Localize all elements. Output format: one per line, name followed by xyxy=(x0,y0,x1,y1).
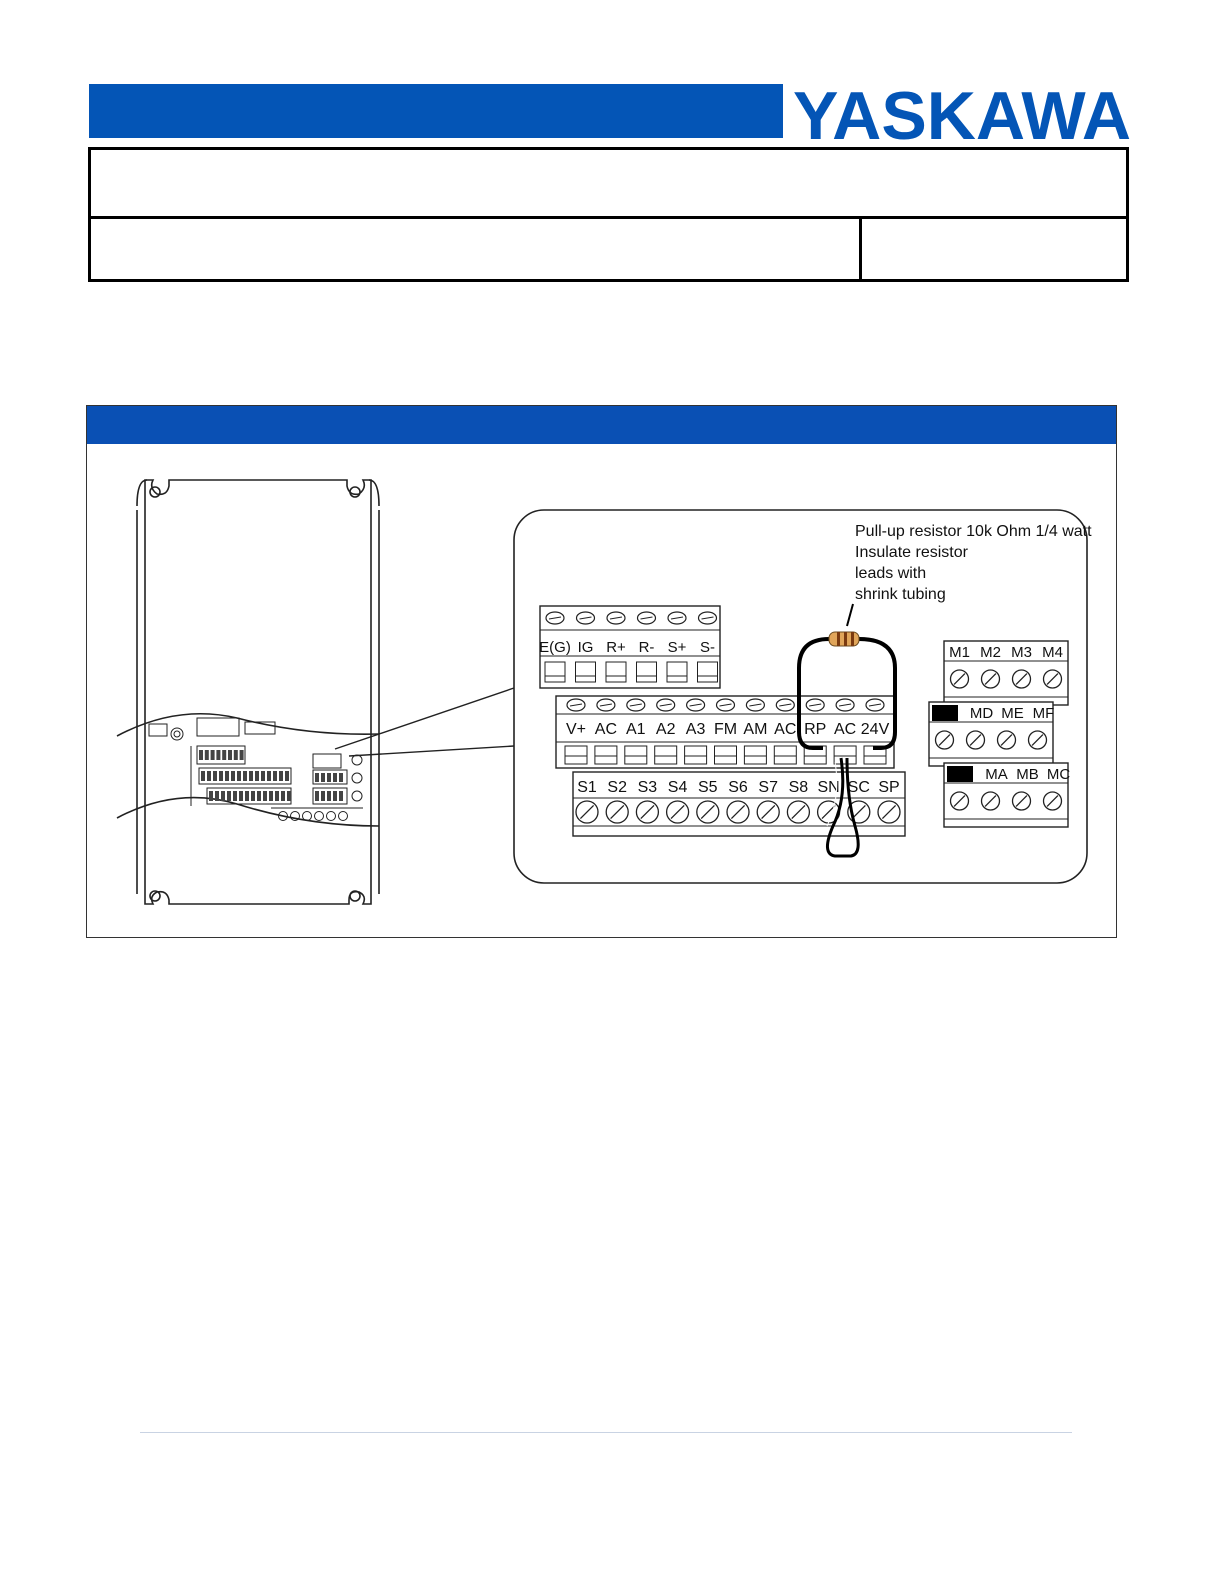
analog-terminal-label: AM xyxy=(743,721,768,738)
analog-terminal-label: 24V xyxy=(860,721,890,738)
analog-terminal-label: A2 xyxy=(655,721,676,738)
wiring-diagram xyxy=(87,406,1116,937)
relay-bottom-label: MB xyxy=(1016,766,1039,783)
comm-terminal-label: S- xyxy=(700,639,715,656)
relay-bottom-label: MA xyxy=(985,766,1008,783)
board-main-screw xyxy=(303,812,312,821)
digital-terminal-label: S6 xyxy=(728,779,748,796)
relay-bottom-label: MC xyxy=(1046,766,1071,783)
board-main-screw xyxy=(339,812,348,821)
resistor-band xyxy=(851,632,854,646)
terminal-blocks xyxy=(539,606,1070,836)
footer-rule xyxy=(140,1432,1072,1433)
digital-terminal-label: SP xyxy=(878,779,900,796)
resistor-note-line: Insulate resistor xyxy=(855,544,968,561)
relay-bottom-blank xyxy=(947,766,973,782)
comm-terminal-label: R- xyxy=(638,639,655,656)
resistor-note xyxy=(847,523,1092,626)
digital-terminal-label: S8 xyxy=(788,779,809,796)
callout-line-top xyxy=(335,688,514,749)
comm-terminal-label: S+ xyxy=(667,639,687,656)
analog-terminal-label: V+ xyxy=(565,721,587,738)
document-title-box xyxy=(88,147,1129,282)
relay-top-label: M3 xyxy=(1011,644,1032,661)
cutaway-edge xyxy=(117,714,379,736)
comm-terminal-slot xyxy=(545,662,565,682)
analog-terminal-label: A3 xyxy=(685,721,706,738)
analog-terminal-slot xyxy=(774,746,796,764)
drive-unit-outline xyxy=(117,480,379,904)
figure-frame xyxy=(86,405,1117,938)
relay-mid-label: MF xyxy=(1032,705,1055,722)
comm-terminal-label: E(G) xyxy=(539,639,571,656)
analog-terminal-slot xyxy=(834,746,856,764)
board-main-screw xyxy=(327,812,336,821)
analog-terminal-label: FM xyxy=(713,721,738,738)
analog-terminal-slot xyxy=(715,746,737,764)
digital-terminal-label: S5 xyxy=(698,779,718,796)
relay-mid-blank xyxy=(932,705,958,721)
digital-terminal-label: S2 xyxy=(607,779,627,796)
digital-terminal-label: S7 xyxy=(758,779,778,796)
analog-terminal-label: AC xyxy=(774,721,797,738)
callout-line-bottom xyxy=(349,746,514,756)
digital-terminal-label: S1 xyxy=(577,779,597,796)
digital-terminal-label: S4 xyxy=(667,779,688,796)
comm-terminal-slot xyxy=(698,662,718,682)
comm-terminal-label: R+ xyxy=(606,639,626,656)
analog-terminal-slot xyxy=(595,746,617,764)
resistor-note-line: Pull-up resistor 10k Ohm 1/4 watt xyxy=(855,523,1092,540)
digital-terminal-label: SC xyxy=(847,779,870,796)
analog-terminal-label: AC xyxy=(833,721,857,738)
analog-terminal-slot xyxy=(685,746,707,764)
analog-terminal-label: A1 xyxy=(626,721,646,738)
analog-terminal-slot xyxy=(655,746,677,764)
yaskawa-logo xyxy=(790,82,1135,144)
comm-terminal-slot xyxy=(606,662,626,682)
analog-terminal-label: RP xyxy=(804,721,827,738)
resistor-band xyxy=(844,632,847,646)
board-comm-block xyxy=(313,754,341,768)
comm-terminal-slot xyxy=(637,662,657,682)
resistor-note-line: leads with xyxy=(855,565,927,582)
analog-terminal-label: AC xyxy=(594,721,618,738)
comm-terminal-slot xyxy=(576,662,596,682)
relay-mid-label: MD xyxy=(969,705,994,722)
relay-top-label: M2 xyxy=(980,644,1001,661)
board-main-screw xyxy=(315,812,324,821)
analog-terminal-slot xyxy=(744,746,766,764)
relay-top-label: M4 xyxy=(1042,644,1063,661)
analog-terminal-slot xyxy=(625,746,647,764)
digital-terminal-label: S3 xyxy=(637,779,658,796)
analog-terminal-slot xyxy=(565,746,587,764)
resistor-band xyxy=(837,632,840,646)
drive-housing xyxy=(145,480,371,904)
logo-text: YASKAWA xyxy=(793,82,1131,144)
brand-bar xyxy=(89,84,783,138)
relay-top-label: M1 xyxy=(949,644,970,661)
resistor-note-line: shrink tubing xyxy=(855,586,946,603)
mount-hole xyxy=(350,487,360,497)
callout-lines xyxy=(335,688,514,756)
cutaway-edge xyxy=(117,798,379,826)
relay-mid-label: ME xyxy=(1001,705,1024,722)
comm-terminal-label: IG xyxy=(577,639,594,656)
comm-terminal-slot xyxy=(667,662,687,682)
digital-terminal-label: SN xyxy=(817,779,840,796)
note-leader-line xyxy=(847,604,853,626)
